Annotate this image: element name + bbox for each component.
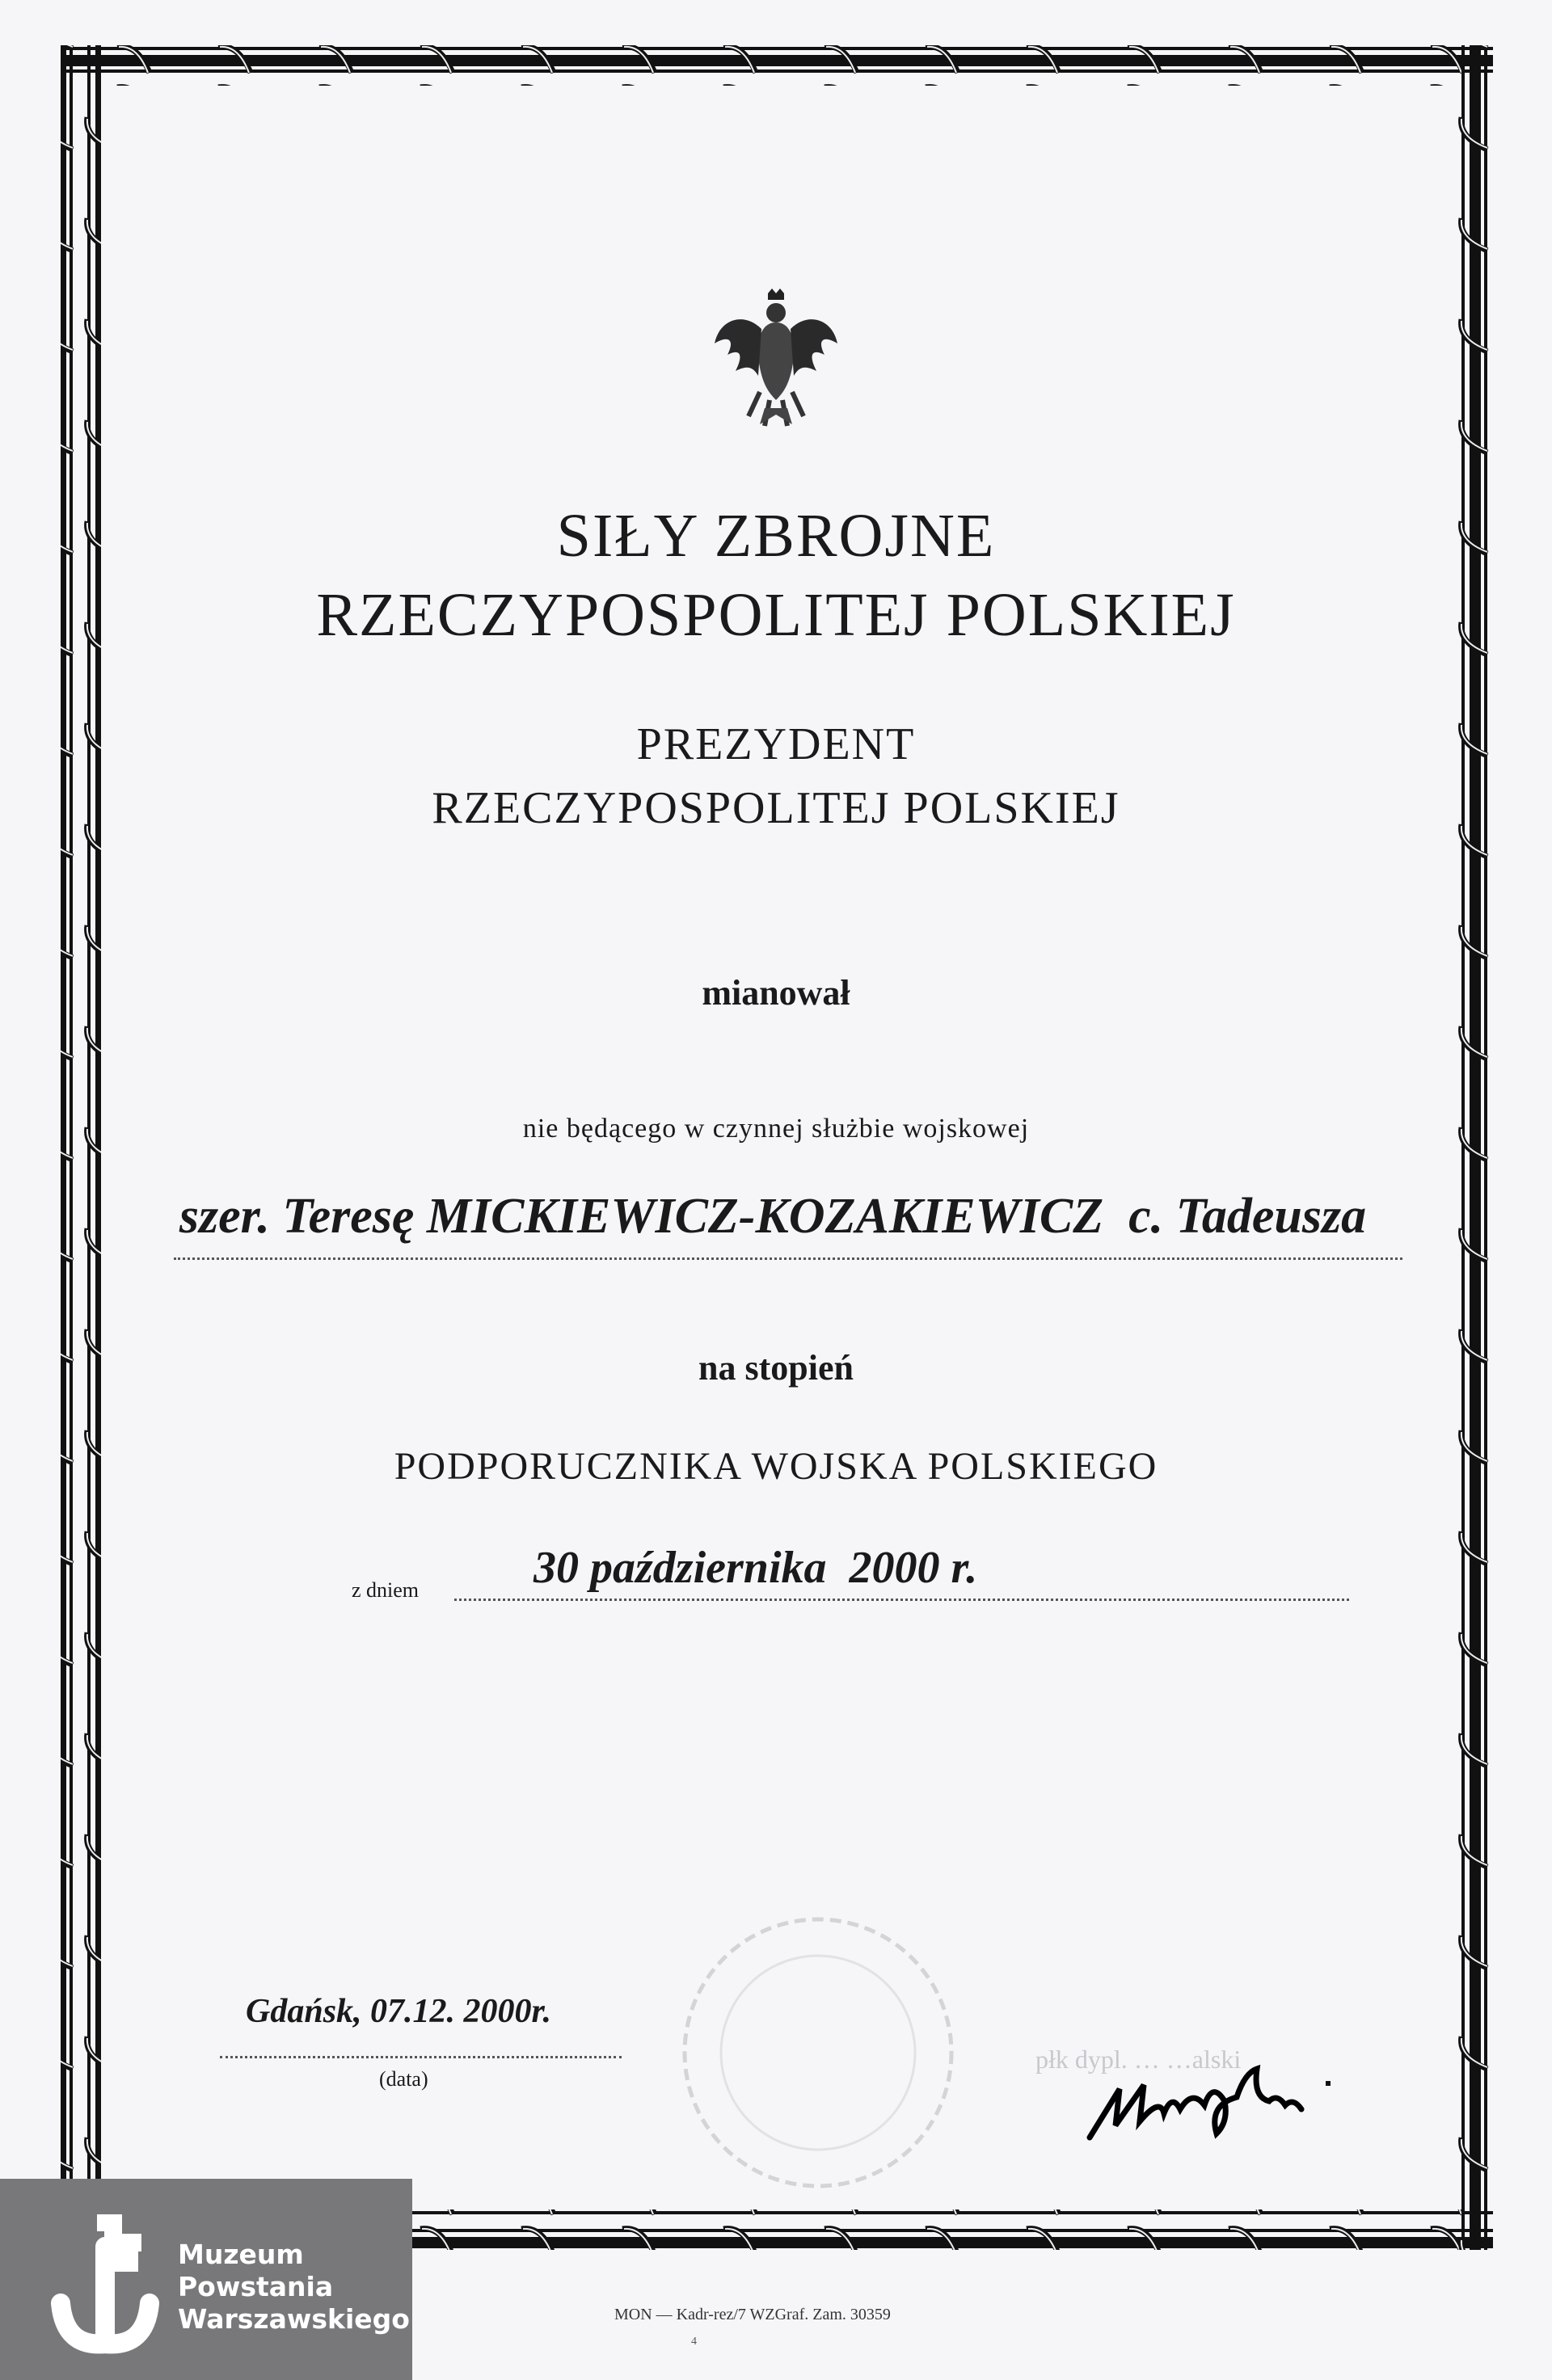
signatory-title: płk dypl. … …alski: [1035, 2045, 1242, 2074]
footer-mark: 4: [691, 2336, 697, 2348]
effective-date-dotted-line: [454, 1599, 1349, 1601]
handwritten-signature: [1083, 2057, 1350, 2146]
border-top: [61, 45, 1493, 86]
verb: mianował: [702, 973, 850, 1013]
effective-date-label: z dniem: [352, 1578, 420, 1602]
appointee-dotted-line: [174, 1257, 1402, 1260]
place-date: Gdańsk, 07.12. 2000r.: [246, 1993, 552, 2030]
header-line-2: RZECZYPOSPOLITEJ POLSKIEJ: [316, 581, 1236, 649]
rank: PODPORUCZNIKA WOJSKA POLSKIEGO: [394, 1445, 1158, 1488]
polish-eagle-emblem: [711, 287, 841, 428]
museum-name-line-3: Warszawskiego: [178, 2303, 410, 2335]
anchor-symbol-icon: [48, 2214, 162, 2360]
rank-intro: na stopień: [698, 1348, 854, 1388]
header-line-1: SIŁY ZBROJNE: [556, 502, 996, 570]
place-date-dotted-line: [220, 2056, 622, 2058]
print-code: MON — Kadr-rez/7 WZGraf. Zam. 30359: [614, 2306, 891, 2323]
effective-date: 30 października 2000 r.: [534, 1543, 978, 1593]
appointee-name: szer. Teresę MICKIEWICZ-KOZAKIEWICZ c. Tadeusza: [179, 1189, 1367, 1244]
issuer-line-1: PREZYDENT: [636, 719, 916, 769]
border-left: [61, 45, 101, 2250]
border-right: [1453, 45, 1493, 2250]
museum-name: [178, 2239, 410, 2336]
issuer-line-2: RZECZYPOSPOLITEJ POLSKIEJ: [432, 783, 1120, 833]
faded-stamp-inner: [721, 1956, 915, 2150]
place-date-label: (data): [379, 2067, 428, 2091]
museum-name-line-2: Powstania: [178, 2271, 334, 2302]
status-note: nie będącego w czynnej służbie wojskowej: [522, 1114, 1030, 1144]
museum-name-line-1: Muzeum: [178, 2239, 304, 2270]
faded-stamp: [685, 1919, 951, 2186]
